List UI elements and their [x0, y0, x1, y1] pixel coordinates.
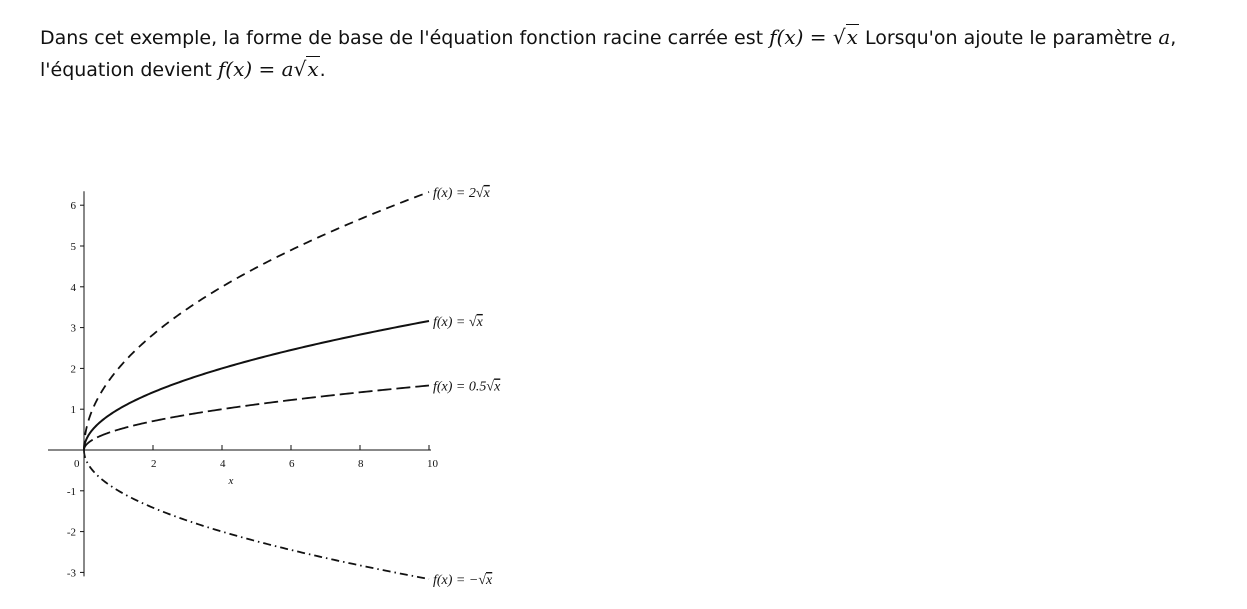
x-tick-label: 4 — [220, 458, 226, 470]
series-label-1: f(x) = √x — [433, 314, 483, 330]
y-tick-label: 1 — [70, 404, 76, 417]
x-tick-label: 2 — [151, 458, 157, 470]
y-tick-label: 6 — [70, 200, 76, 213]
y-tick-label: -1 — [66, 485, 76, 498]
base-equation: f(x) = √x — [769, 25, 858, 49]
x-tick-label: 0 — [74, 458, 80, 470]
y-tick-label: 3 — [70, 322, 76, 335]
x-tick-label: 8 — [358, 458, 364, 470]
y-tick-label: -2 — [66, 526, 76, 539]
intro-paragraph: Dans cet exemple, la forme de base de l'équation fonction racine carrée est f(x) = √x Lorsqu'on ajoute le paramètre a, l'équation devient f(x) = a√x. — [40, 25, 1177, 81]
series-line-3 — [84, 450, 429, 579]
x-tick-label: 6 — [289, 458, 295, 470]
series-line-0 — [84, 192, 429, 450]
y-tick-label: 5 — [70, 241, 76, 253]
series-line-2 — [84, 385, 429, 450]
series-line-1 — [84, 321, 429, 450]
intro-line1-after: Lorsqu'on ajoute le paramètre — [864, 27, 1153, 49]
x-tick-label: 10 — [427, 458, 438, 470]
transformed-equation: f(x) = a√x — [217, 57, 319, 81]
intro-line2-text: l'équation devient — [40, 59, 212, 81]
y-tick-label: -3 — [66, 567, 76, 580]
series-label-2: f(x) = 0.5√x — [433, 379, 501, 395]
series-label-3: f(x) = −√x — [433, 573, 493, 589]
y-tick-label: 4 — [70, 281, 76, 294]
y-tick-label: 2 — [70, 363, 76, 376]
parameter-a: a — [1158, 25, 1171, 49]
series-label-0: f(x) = 2√x — [433, 185, 490, 201]
intro-line1-text: Dans cet exemple, la forme de base de l'équation fonction racine carrée est — [40, 27, 764, 49]
x-axis-label: x — [228, 475, 234, 487]
